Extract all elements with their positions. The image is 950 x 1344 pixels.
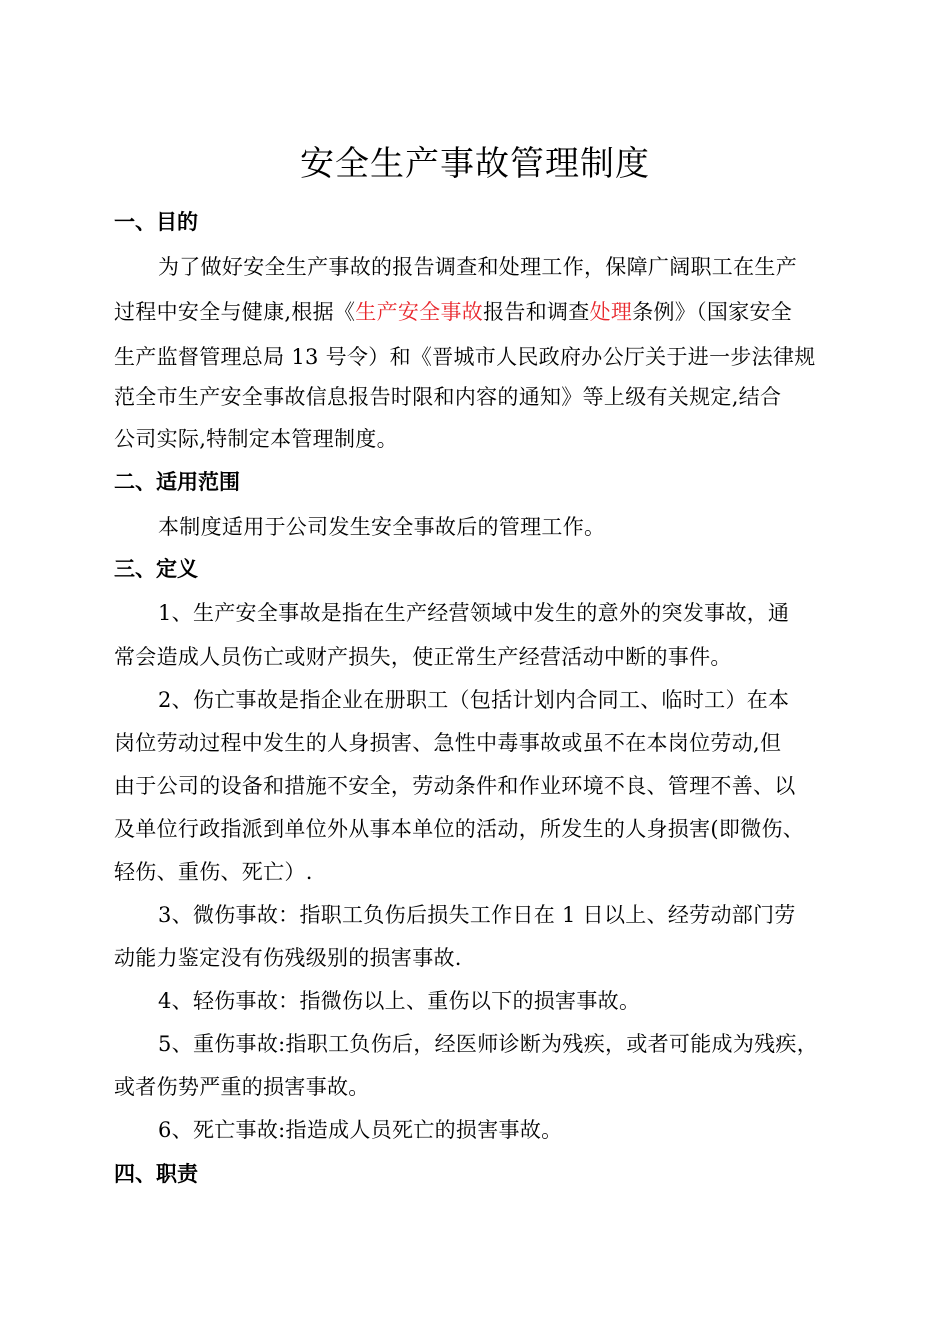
highlighted-text: 生产安全事故 bbox=[355, 300, 484, 324]
paragraph-line: 或者伤势严重的损害事故。 bbox=[114, 1075, 370, 1099]
section-heading-purpose: 一、目的 bbox=[114, 210, 198, 234]
document-title: 安全生产事故管理制度 bbox=[300, 144, 650, 184]
paragraph-line: 及单位行政指派到单位外从事本单位的活动，所发生的人身损害(即微伤、 bbox=[114, 817, 805, 841]
highlighted-text: 处理 bbox=[589, 300, 633, 324]
paragraph-line: 1、生产安全事故是指在生产经营领域中发生的意外的突发事故，通 bbox=[158, 601, 790, 625]
paragraph-line: 为了做好安全生产事故的报告调查和处理工作，保障广阔职工在生产 bbox=[158, 255, 797, 279]
paragraph-line: 岗位劳动过程中发生的人身损害、急性中毒事故或虽不在本岗位劳动,但 bbox=[114, 731, 782, 755]
text-run: 过程中安全与健康,根据《 bbox=[114, 300, 356, 324]
text-run: 报告和调查 bbox=[483, 300, 590, 324]
paragraph-line: 公司实际,特制定本管理制度。 bbox=[114, 427, 398, 451]
paragraph-line: 由于公司的设备和措施不安全，劳动条件和作业环境不良、管理不善、以 bbox=[114, 774, 796, 798]
text-run: 条例》（国家安全 bbox=[632, 300, 793, 324]
paragraph-line: 5、重伤事故:指职工负伤后，经医师诊断为残疾，或者可能成为残疾， bbox=[158, 1032, 819, 1056]
paragraph-line: 生产监督管理总局 13 号令）和《晋城市人民政府办公厅关于进一步法律规 bbox=[114, 345, 816, 369]
paragraph-line: 3、微伤事故：指职工负伤后损失工作日在 1 日以上、经劳动部门劳 bbox=[158, 903, 796, 927]
paragraph-line: 本制度适用于公司发生安全事故后的管理工作。 bbox=[158, 515, 606, 539]
paragraph-line: 轻伤、重伤、死亡）. bbox=[114, 860, 313, 884]
section-heading-definitions: 三、定义 bbox=[114, 557, 198, 581]
paragraph-line: 2、伤亡事故是指企业在册职工（包括计划内合同工、临时工）在本 bbox=[158, 688, 790, 712]
paragraph-line: 动能力鉴定没有伤残级别的损害事故. bbox=[114, 946, 462, 970]
paragraph-line bbox=[114, 296, 792, 326]
paragraph-line: 4、轻伤事故：指微伤以上、重伤以下的损害事故。 bbox=[158, 989, 641, 1013]
paragraph-line: 6、死亡事故:指造成人员死亡的损害事故。 bbox=[158, 1118, 563, 1142]
section-heading-responsibilities: 四、职责 bbox=[114, 1162, 198, 1186]
paragraph-line: 常会造成人员伤亡或财产损失，使正常生产经营活动中断的事件。 bbox=[114, 645, 732, 669]
section-heading-scope: 二、适用范围 bbox=[114, 470, 240, 494]
paragraph-line: 范全市生产安全事故信息报告时限和内容的通知》等上级有关规定,结合 bbox=[114, 385, 782, 409]
